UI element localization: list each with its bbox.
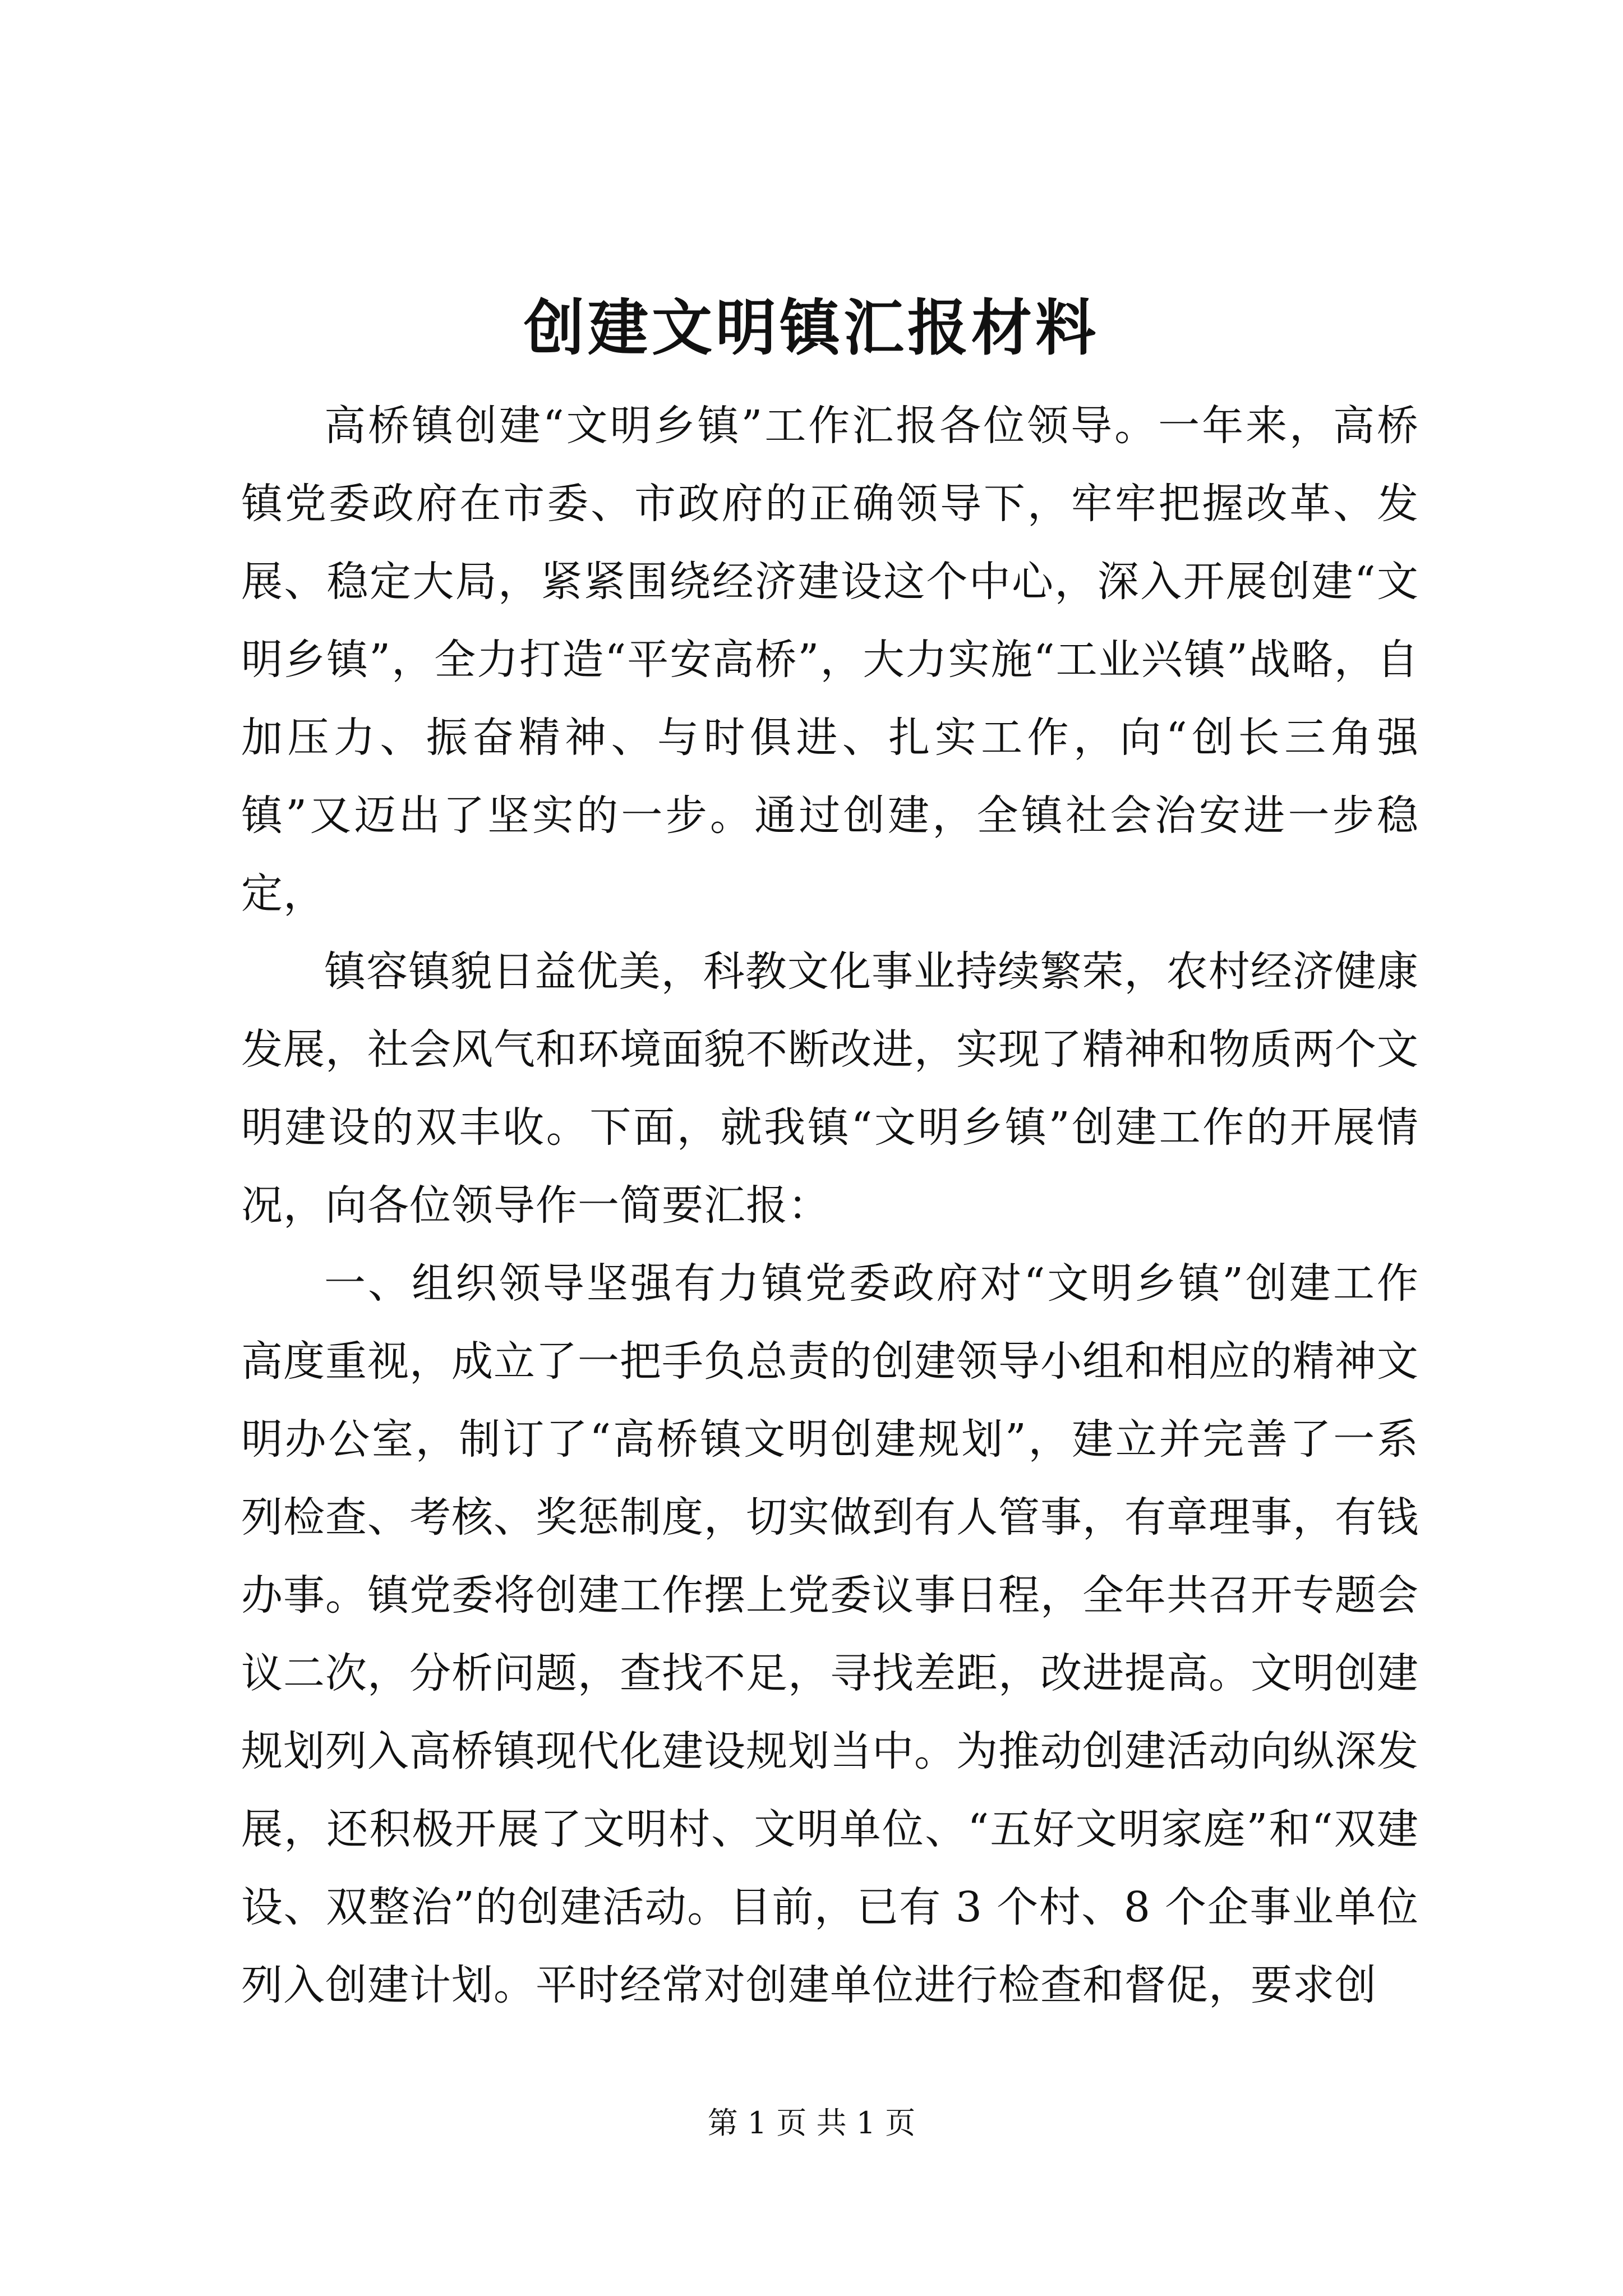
paragraph-1: 高桥镇创建“文明乡镇”工作汇报各位领导。一年来，高桥镇党委政府在市委、市政府的正确领导下，牢牢把握改革、发展、稳定大局，紧紧围绕经济建设这个中心，深入开展创建“文明乡镇”，全力打造“平安高桥”，大力实施“工业兴镇”战略，自加压力、振奋精神、与时俱进、扎实工作，向“创长三角强镇”又迈出了坚实的一步。通过创建，全镇社会治安进一步稳定， [241,402,1419,918]
paragraph-3: 一、组织领导坚强有力镇党委政府对“文明乡镇”创建工作高度重视，成立了一把手负总责的创建领导小组和相应的精神文明办公室，制订了“高桥镇文明创建规划”，建立并完善了一系列检查、考核、奖惩制度，切实做到有人管事，有章理事，有钱办事。镇党委将创建工作摆上党委议事日程，全年共召开专题会议二次，分析问题，查找不足，寻找差距，改进提高。文明创建规划列入高桥镇现代化建设规划当中。为推动创建活动向纵深发展，还积极开展了文明村、文明单位、“五好文明家庭”和“双建设、双整治”的创建活动。目前，已有 3 个村、8 个企事业单位列入创建计划。平时经常对创建单位进行检查和督促，要求创 [241,1259,1419,2009]
document-title: 创建文明镇汇报材料 [523,293,1099,364]
page-footer: 第 1 页 共 1 页 [707,2105,916,2141]
paragraph-2: 镇容镇貌日益优美，科教文化事业持续繁荣，农村经济健康发展，社会风气和环境面貌不断改进，实现了精神和物质两个文明建设的双丰收。下面，就我镇“文明乡镇”创建工作的开展情况，向各位领导作一简要汇报： [241,947,1419,1230]
document-body [241,387,1419,2024]
